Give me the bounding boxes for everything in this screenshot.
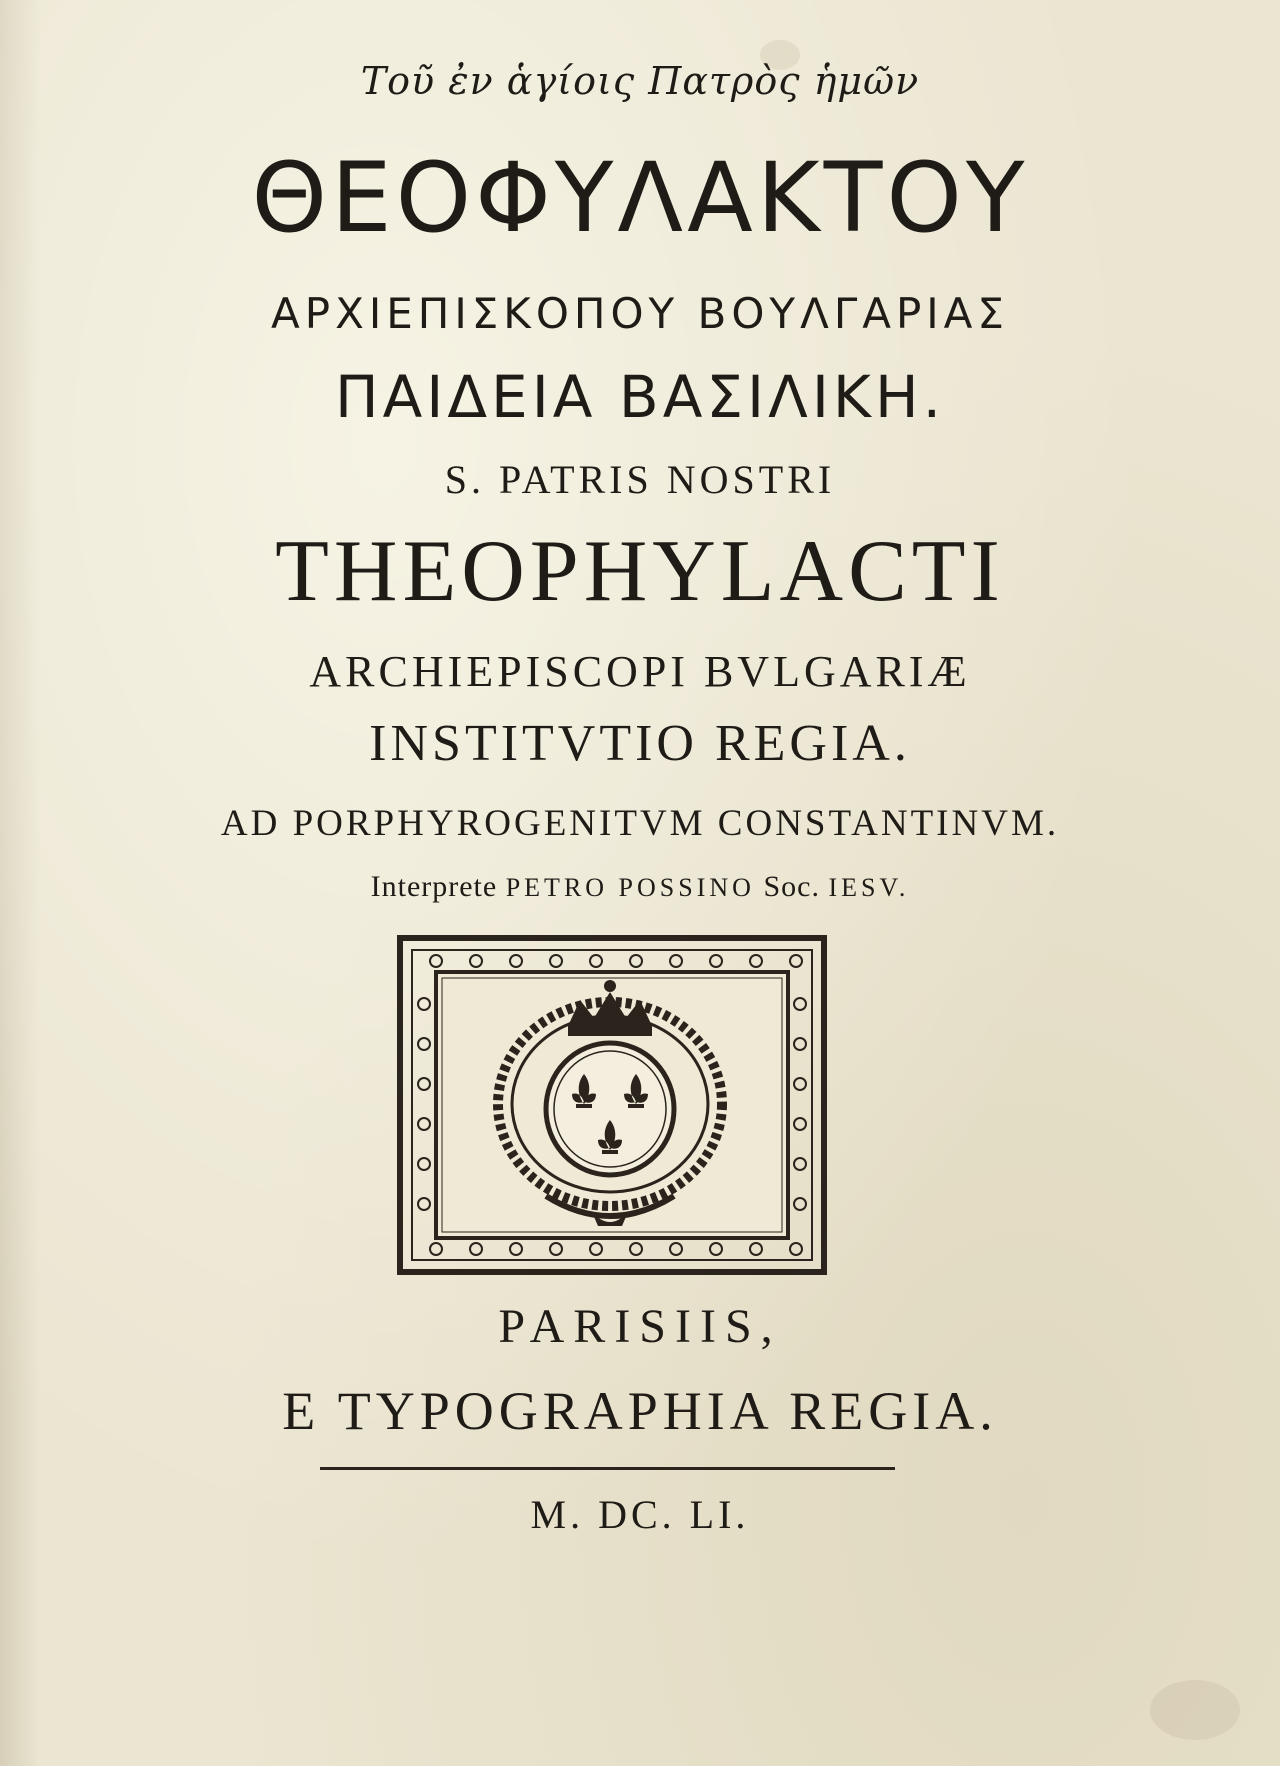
latin-office-line: ARCHIEPISCOPI BVLGARIÆ xyxy=(309,647,971,696)
interpreter-prefix: Interprete xyxy=(370,870,498,903)
greek-work-title: ΠΑΙΔΕΙΑ ΒΑΣΙΛΙΚΗ. xyxy=(334,363,946,431)
dedication-line: AD PORPHYROGENITVM CONSTANTINVM. xyxy=(220,803,1060,844)
imprint-divider xyxy=(320,1467,895,1470)
imprint-printer: E TYPOGRAPHIA REGIA. xyxy=(282,1381,998,1441)
paper-stain xyxy=(1150,1680,1240,1740)
interpreter-name: PETRO POSSINO xyxy=(505,873,755,902)
greek-author-name: ΘΕΟΦΥΛΑΚΤΟΥ xyxy=(251,142,1029,254)
imprint-year: M. DC. LI. xyxy=(530,1492,750,1537)
interpreter-suffix-iesu: IESV. xyxy=(828,873,910,902)
royal-arms-fleur-de-lis-icon xyxy=(396,934,828,1276)
imprint-city: PARISIIS, xyxy=(498,1300,782,1353)
greek-office-line: ΑΡΧΙΕΠΙΣΚΟΠΟΥ ΒΟΥΛΓΑΡΙΑΣ xyxy=(271,289,1009,338)
greek-handwritten-heading: Τοῦ ἐν ἁγίοις Πατρὸς ἡμῶν xyxy=(360,59,920,103)
latin-prefix-line: S. PATRIS NOSTRI xyxy=(444,457,836,502)
latin-author-name: THEOPHYLACTI xyxy=(275,523,1005,620)
interpreter-suffix-soc: Soc. xyxy=(763,870,820,903)
latin-work-title: INSTITVTIO REGIA. xyxy=(369,715,911,772)
interpreter-line xyxy=(0,872,1280,902)
